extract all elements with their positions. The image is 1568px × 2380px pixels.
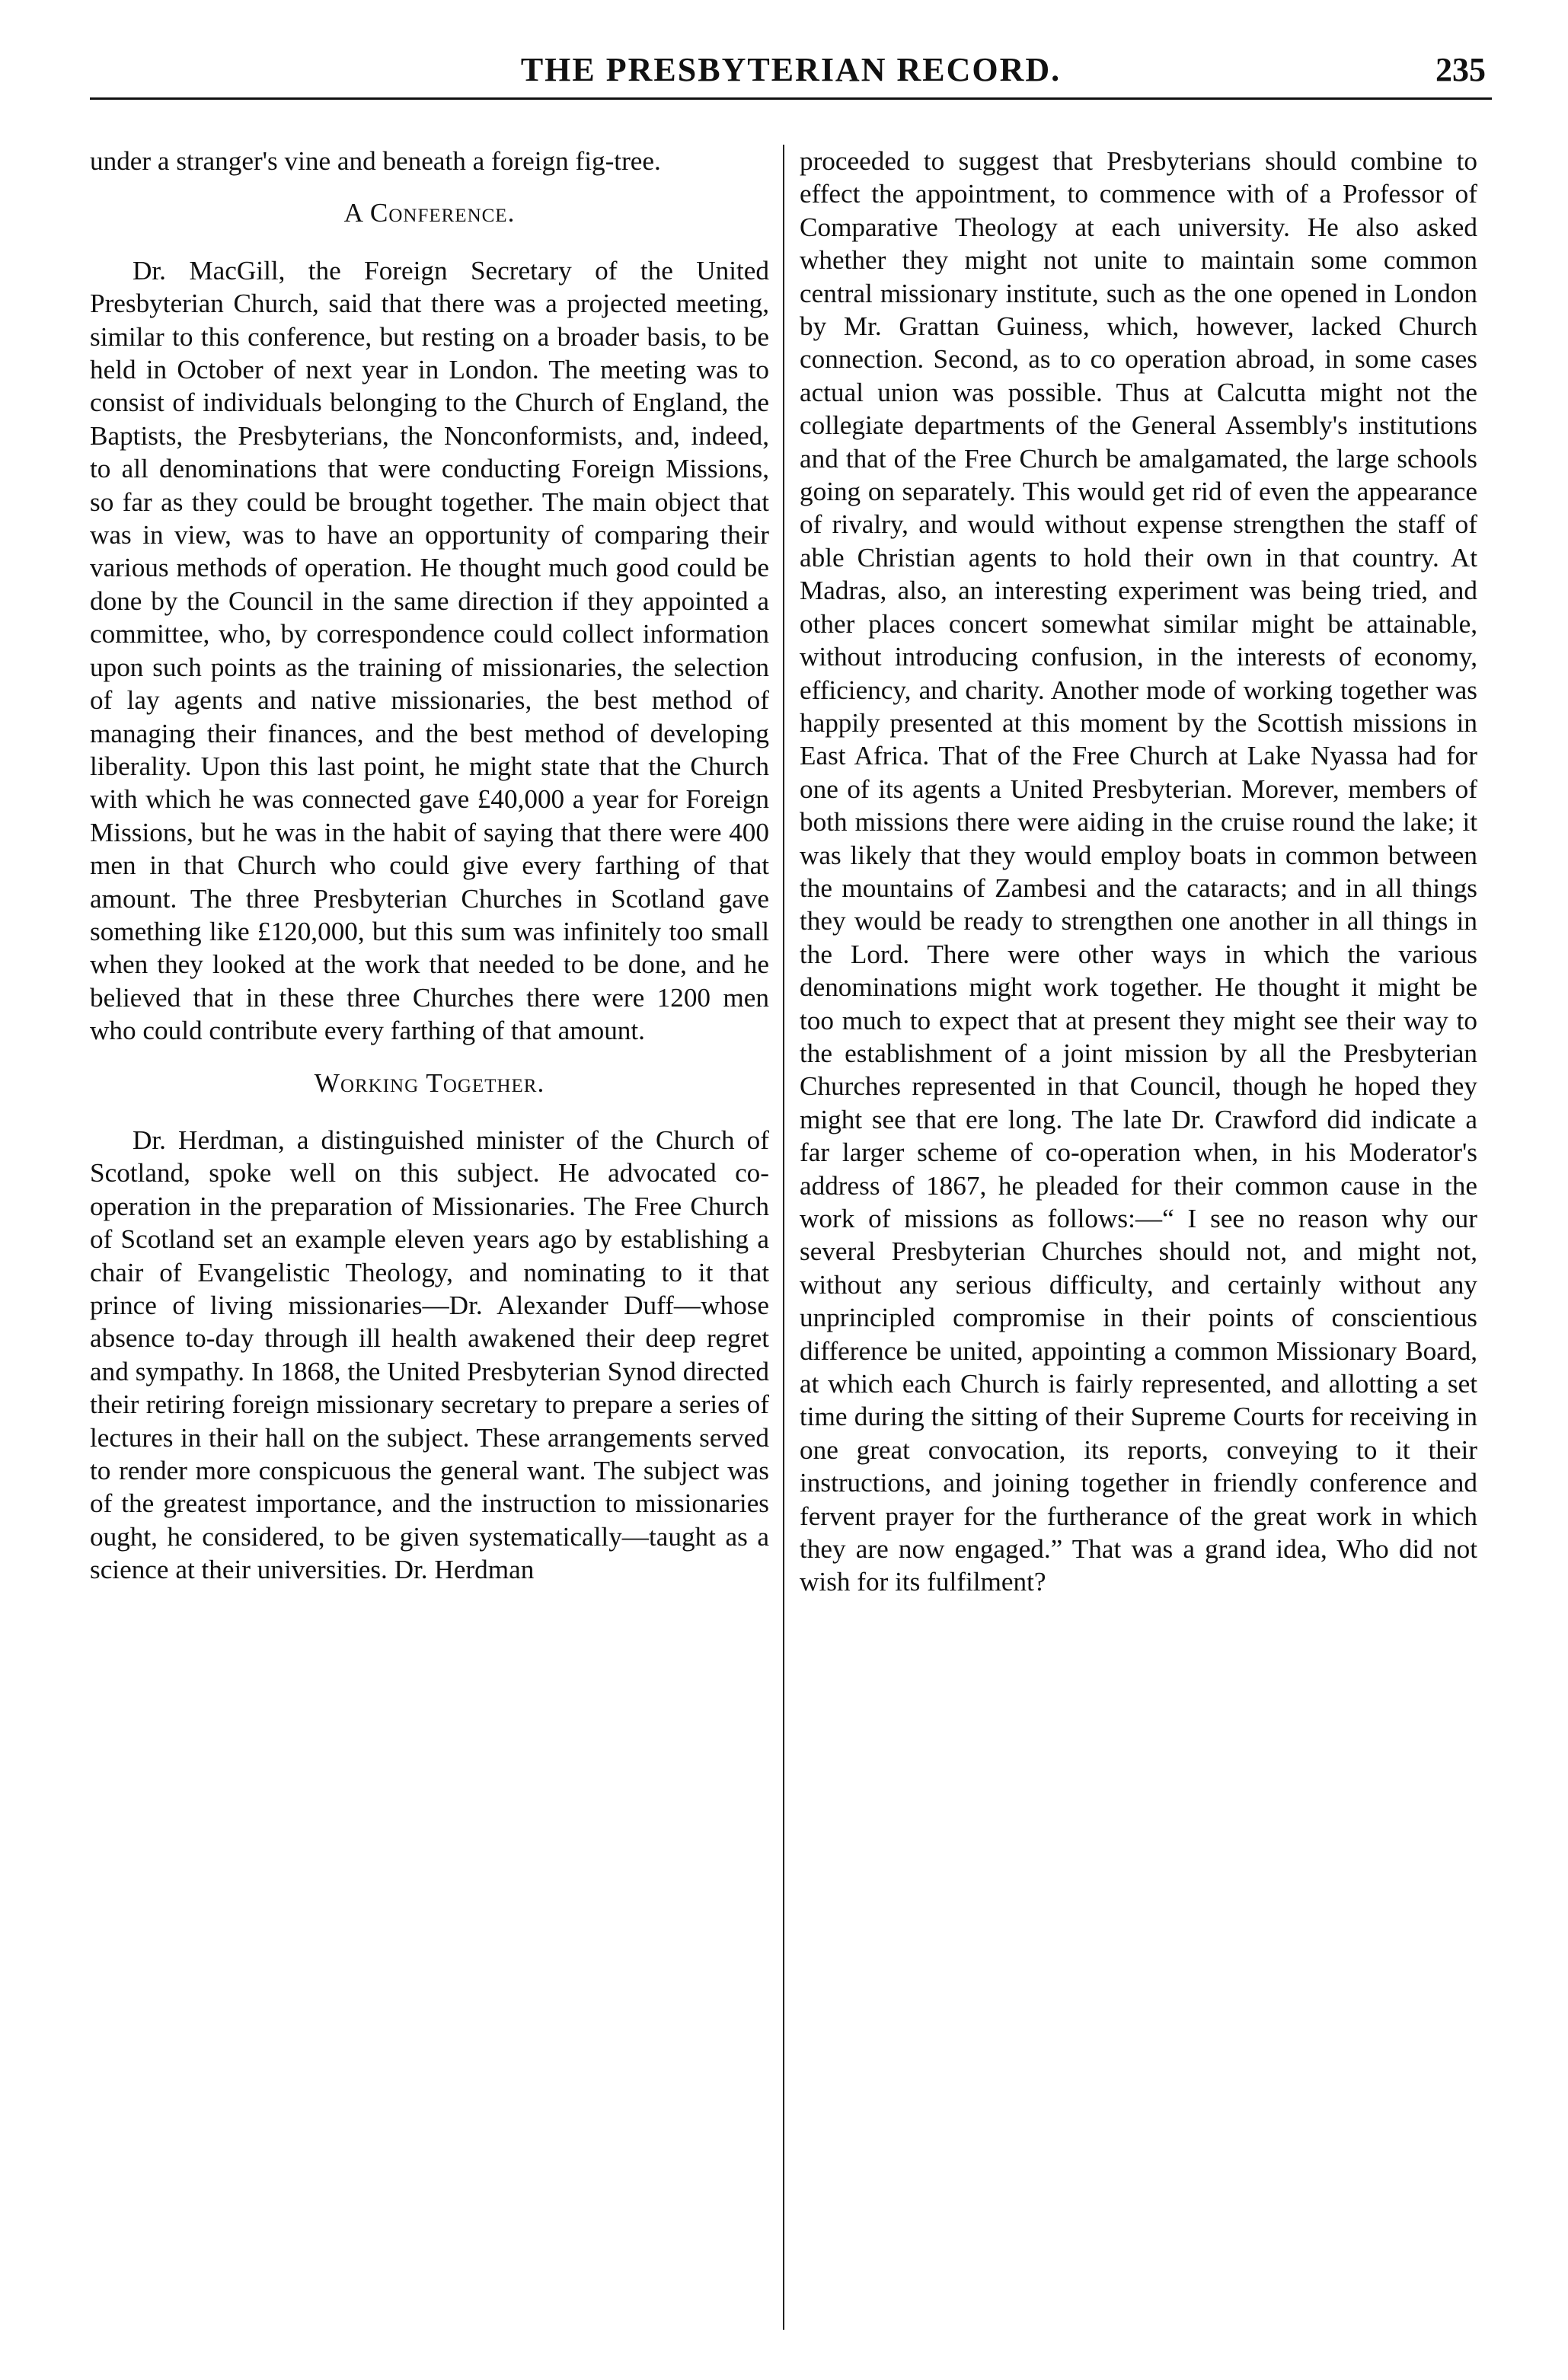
left-column xyxy=(90,145,769,1587)
continued-text: under a stranger's vine and beneath a foreign fig-tree. xyxy=(90,146,661,176)
paragraph-herdman: Dr. Herdman, a distinguished minister of the Church of Scotland, spoke well on this subject. He advocated co-operation in the preparation of Missionaries. The Free Church of Scotland set an example eleven years ago by establishing a chair of Evangelistic Theology, and nominating to it that prince of living missionaries—Dr. Alexander Duff—whose absence to-day through ill health awakened their deep regret and sympathy. In 1868, the United Presbyterian Synod directed their retiring foreign missionary secretary to prepare a series of lectures in their hall on the subject. These arrangements served to render more conspicuous the general want. The subject was of the greatest importance, and the instruction to missionaries ought, he considered, to be given systematically—taught as a science at their universities. Dr. Herdman xyxy=(90,1125,769,1585)
section-heading-working-together: Working Together. xyxy=(314,1067,545,1098)
paragraph-herdman-continued: proceeded to suggest that Presbyterians should combine to effect the appointment, to commence with of a Professor of Comparative Theology at each university. He also asked whether they might not unite to maintain some common central missionary institute, such as the one opened in London by Mr. Grattan Guiness, which, however, lacked Church connection. Second, as to co operation abroad, in some cases actual union was possible. Thus at Calcutta might not the collegiate departments of the General Assembly's institutions and that of the Free Church be amalgamated, the large schools going on separately. This would get rid of even the appearance of rivalry, and would without expense strengthen the staff of able Christian agents to hold their own in that country. At Madras, also, an interesting experiment was being tried, and other places concert somewhat similar might be attainable, without introducing confusion, in the interests of economy, efficiency, and charity. Another mode of working together was happily presented at this moment by the Scottish missions in East Africa. That of the Free Church at Lake Nyassa had for one of its agents a United Presbyterian. Morever, members of both missions there were aiding in the cruise round the lake; it was likely that they would employ boats in common between the mountains of Zambesi and the cataracts; and in all things they would be ready to strengthen one another in all things in the Lord. There were other ways in which the various denominations might work together. He thought it might be too much to expect that at present they might see their way to the establishment of a joint mission by all the Presbyterian Churches represented in that Council, though he hoped they might see that ere long. The late Dr. Crawford did indicate a far larger scheme of co-operation when, in his Moderator's address of 1867, he pleaded for their common cause in the work of missions as follows:—“ I see no reason why our several Presbyterian Churches should not, and might not, without any serious difficulty, and certainly without any unprincipled compromise in their points of conscientious difference be united, appointing a common Missionary Board, at which each Church is fairly represented, and allotting a set time during the sitting of their Supreme Courts for receiving in one great convocation, its reports, conveying to it their instructions, and joining together in friendly conference and fervent prayer for the furtherance of the great work in which they are now engaged.” That was a grand idea, Who did not wish for its fulfilment? xyxy=(800,146,1477,1597)
page-number: 235 xyxy=(1435,51,1486,88)
right-column xyxy=(800,145,1477,1599)
publication-title: THE PRESBYTERIAN RECORD. xyxy=(520,51,1062,88)
running-header xyxy=(90,49,1492,100)
section-heading-conference: A Conference. xyxy=(343,198,516,228)
column-divider xyxy=(783,145,784,2330)
paragraph-macgill: Dr. MacGill, the Foreign Secretary of the United Presbyterian Church, said that there was a projected meeting, similar to this conference, but resting on a broader basis, to be held in October of next year in London. The meeting was to consist of individuals belonging to the Church of England, the Baptists, the Presbyterians, the Nonconformists, and, indeed, to all denominations that were conducting Foreign Missions, so far as they could be brought together. The main object that was in view, was to have an opportunity of comparing their various methods of operation. He thought much good could be done by the Council in the same direction if they appointed a committee, who, by correspondence could collect information upon such points as the training of missionaries, the selection of lay agents and native missionaries, the best method of managing their finances, and the best method of developing liberality. Upon this last point, he might state that the Church with which he was connected gave £40,000 a year for Foreign Missions, but he was in the habit of saying that there were 400 men in that Church who could give every farthing of that amount. The three Presbyterian Churches in Scotland gave something like £120,000, but this sum was infinitely too small when they looked at the work that needed to be done, and he believed that in these three Churches there were 1200 men who could contribute every farthing of that amount. xyxy=(90,255,769,1046)
